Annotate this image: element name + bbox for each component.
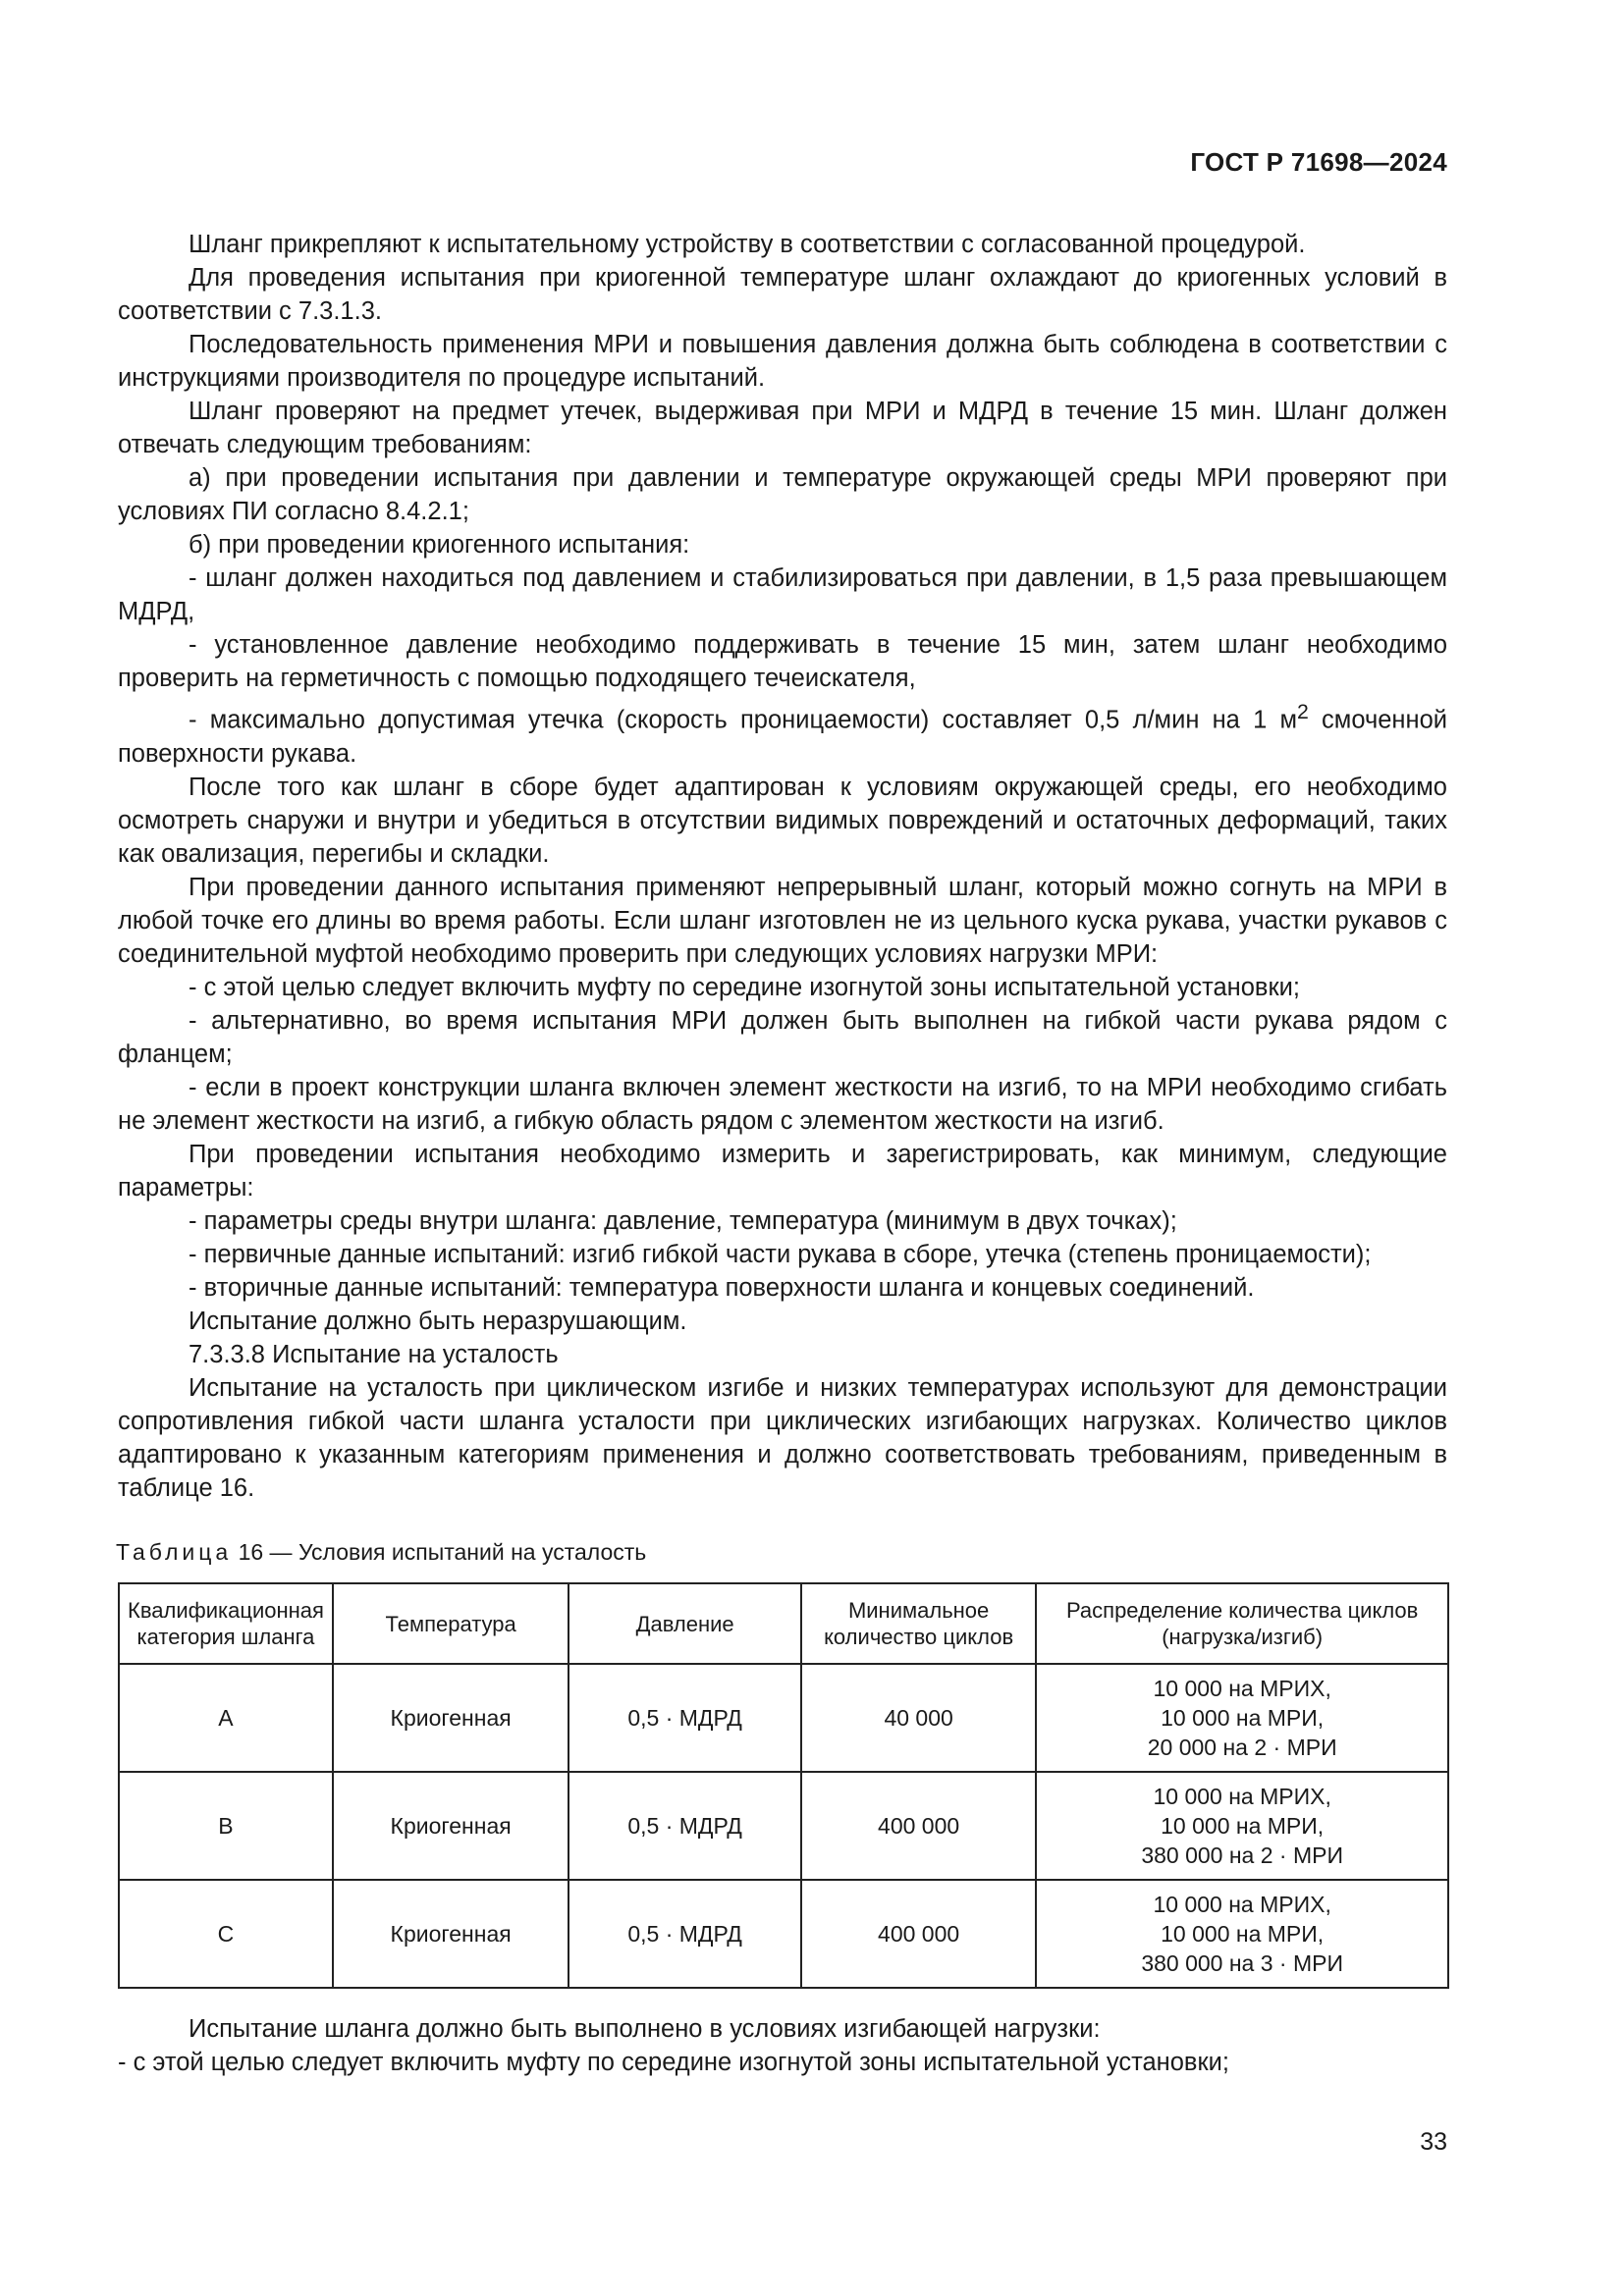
table-cell-min-cycles: 40 000 (801, 1664, 1036, 1772)
paragraph: После того как шланг в сборе будет адаптирован к условиям окружающей среды, его необходимо осмотреть снаружи и внутри и убедиться в отсутствии видимых повреждений и остаточных деформаций, таких как овализация, перегибы и складки. (118, 773, 1447, 868)
main-text (118, 228, 1447, 1505)
column-header: Температура (333, 1583, 568, 1664)
table-cell-temperature: Криогенная (333, 1880, 568, 1988)
table-row (119, 1664, 1448, 1772)
distribution-line: 20 000 на 2 · МРИ (1147, 1735, 1337, 1760)
table-cell-pressure: 0,5 · МДРД (568, 1880, 801, 1988)
column-header: Давление (568, 1583, 801, 1664)
paragraph: Испытание шланга должно быть выполнено в условиях изгибающей нагрузки: (189, 2015, 1101, 2043)
dash-item: - с этой целью следует включить муфту по середине изогнутой зоны испытательной установки; (189, 973, 1300, 1001)
table-cell-temperature: Криогенная (333, 1772, 568, 1880)
table-cell-min-cycles: 400 000 (801, 1880, 1036, 1988)
leak-text-end: смоченной поверхности рукава. (118, 706, 1447, 768)
leak-text: - максимально допустимая утечка (скорость проницаемости) составляет 0,5 л/мин на 1 м (189, 706, 1297, 734)
fatigue-test-table (118, 1582, 1449, 1989)
column-header: Минимальное количество циклов (801, 1583, 1036, 1664)
dash-item: - первичные данные испытаний: изгиб гибкой части рукава в сборе, утечка (степень проницаемости); (189, 1240, 1372, 1268)
table-cell-distribution (1036, 1880, 1448, 1988)
table-cell-category: A (119, 1664, 333, 1772)
dash-item: - установленное давление необходимо поддерживать в течение 15 мин, затем шланг необходимо проверить на герметичность с помощью подходящего течеискателя, (118, 631, 1447, 692)
distribution-line: 380 000 на 3 · МРИ (1141, 1950, 1344, 1976)
list-item: б) при проведении криогенного испытания: (189, 531, 690, 559)
section-heading: 7.3.3.8 Испытание на усталость (189, 1340, 559, 1368)
dash-item: - с этой целью следует включить муфту по середине изогнутой зоны испытательной установки; (118, 2049, 1229, 2076)
dash-item: - если в проект конструкции шланга включен элемент жесткости на изгиб, то на МРИ необходимо сгибать не элемент жесткости на изгиб, а гибкую область рядом с элементом жесткости на изгиб. (118, 1073, 1447, 1135)
column-header: Распределение количества циклов (нагрузка/изгиб) (1036, 1583, 1448, 1664)
distribution-line: 10 000 на МРИ, (1161, 1705, 1325, 1731)
distribution-line: 10 000 на МРИХ, (1153, 1892, 1331, 1917)
paragraph: Испытание должно быть неразрушающим. (189, 1307, 687, 1335)
dash-item: - альтернативно, во время испытания МРИ должен быть выполнен на гибкой части рукава рядом с фланцем; (118, 1006, 1447, 1068)
paragraph: При проведении данного испытания применяют непрерывный шланг, который можно согнуть на МРИ в любой точке его длины во время работы. Если шланг изготовлен не из цельного куска рукава, участки рукавов с соединительной муфтой необходимо проверить при следующих условиях нагрузки МРИ: (118, 873, 1447, 968)
table-row (119, 1772, 1448, 1880)
dash-item: - шланг должен находиться под давлением и стабилизироваться при давлении, в 1,5 раза превышающем МДРД, (118, 564, 1447, 625)
distribution-line: 10 000 на МРИ, (1161, 1813, 1325, 1839)
table-cell-distribution (1036, 1772, 1448, 1880)
table-cell-temperature: Криогенная (333, 1664, 568, 1772)
paragraph: Испытание на усталость при циклическом изгибе и низких температурах используют для демонстрации сопротивления гибкой части шланга усталости при циклических изгибающих нагрузках. Количество циклов адаптировано к указанным категориям применения и должно соответствовать требованиям, приведенным в таблице 16. (118, 1373, 1447, 1502)
distribution-line: 380 000 на 2 · МРИ (1141, 1842, 1344, 1868)
list-item: а) при проведении испытания при давлении и температуре окружающей среды МРИ проверяют при условиях ПИ согласно 8.4.2.1; (118, 464, 1447, 525)
paragraph: Шланг проверяют на предмет утечек, выдерживая при МРИ и МДРД в течение 15 мин. Шланг должен отвечать следующим требованиям: (118, 398, 1447, 458)
table-row (119, 1880, 1448, 1988)
paragraph: Последовательность применения МРИ и повышения давления должна быть соблюдена в соответствии с инструкциями производителя по процедуре испытаний. (118, 331, 1447, 392)
paragraph: Шланг прикрепляют к испытательному устройству в соответствии с согласованной процедурой. (189, 231, 1306, 258)
table-cell-pressure: 0,5 · МДРД (568, 1772, 801, 1880)
superscript: 2 (1297, 700, 1309, 723)
paragraph: При проведении испытания необходимо измерить и зарегистрировать, как минимум, следующие параметры: (118, 1140, 1447, 1201)
column-header: Квалификационная категория шланга (119, 1583, 333, 1664)
table-cell-distribution (1036, 1664, 1448, 1772)
paragraph: Для проведения испытания при криогенной температуре шланг охлаждают до криогенных условий в соответствии с 7.3.1.3. (118, 264, 1447, 325)
dash-item: - параметры среды внутри шланга: давление, температура (минимум в двух точках); (189, 1206, 1177, 1235)
table-caption-text: 16 — Условия испытаний на усталость (232, 1539, 647, 1565)
distribution-line: 10 000 на МРИХ, (1153, 1676, 1331, 1701)
table-cell-min-cycles: 400 000 (801, 1772, 1036, 1880)
leak-item (118, 695, 1447, 771)
distribution-line: 10 000 на МРИХ, (1153, 1784, 1331, 1809)
distribution-line: 10 000 на МРИ, (1161, 1921, 1325, 1947)
table-caption-word: Таблица (116, 1539, 233, 1565)
table-cell-category: C (119, 1880, 333, 1988)
document-code: ГОСТ Р 71698—2024 (1190, 147, 1447, 177)
table-header-row (119, 1583, 1448, 1664)
after-table-text (118, 2012, 1447, 2079)
dash-item: - вторичные данные испытаний: температура поверхности шланга и концевых соединений. (189, 1273, 1255, 1302)
table-cell-pressure: 0,5 · МДРД (568, 1664, 801, 1772)
page-number: 33 (1420, 2128, 1447, 2156)
table-cell-category: B (119, 1772, 333, 1880)
table-caption (116, 1539, 646, 1566)
